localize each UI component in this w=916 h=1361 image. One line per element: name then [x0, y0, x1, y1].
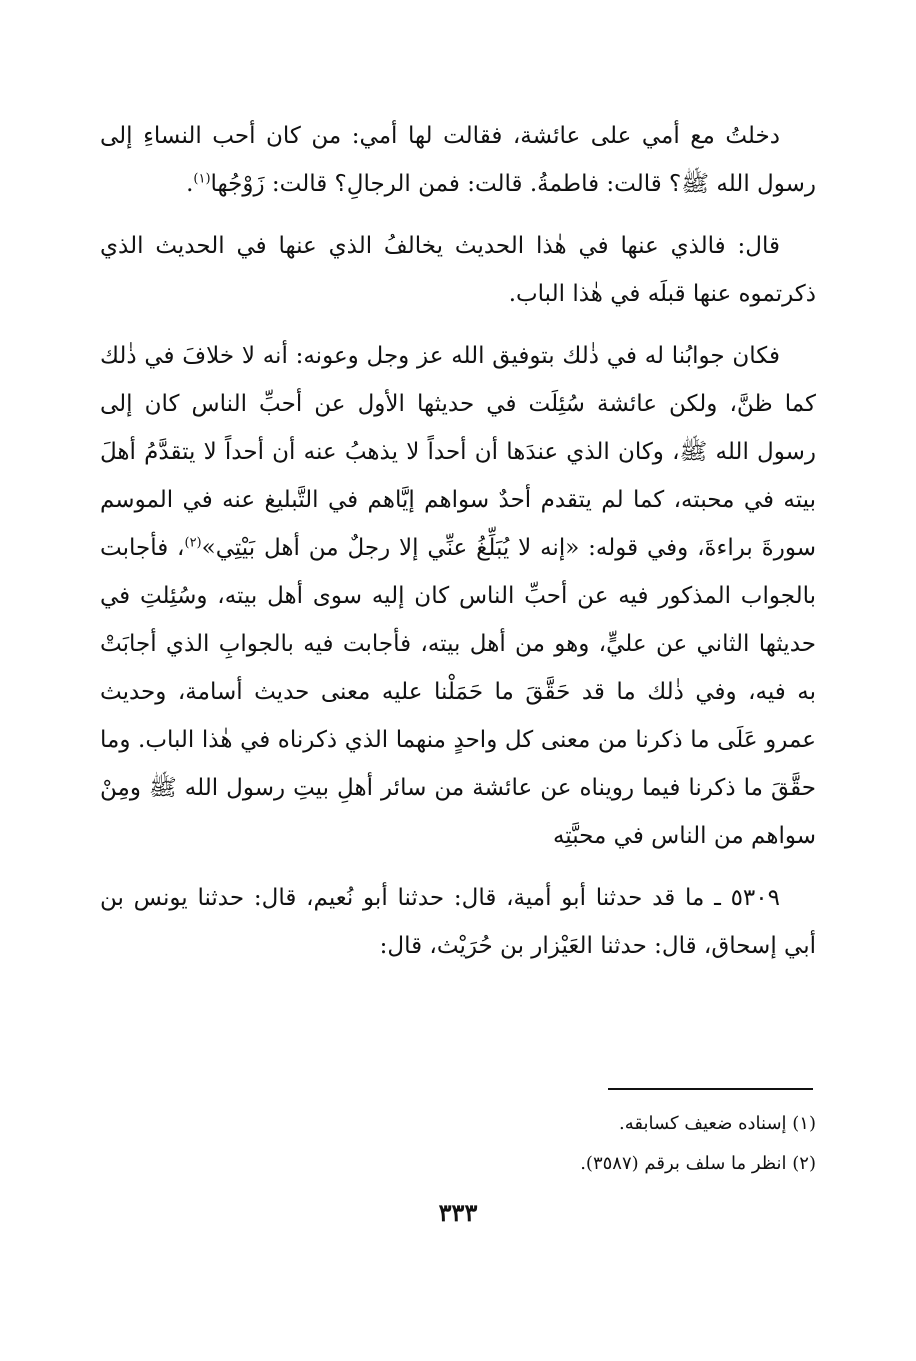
paragraph-hadith-5309	[100, 874, 816, 970]
paragraph-objection	[100, 222, 816, 318]
paragraph-text: قال: فالذي عنها في هٰذا الحديث يخالفُ الذي عنها في الحديث الذي ذكرتموه عنها قبلَه في هٰذا الباب.	[100, 233, 816, 307]
footnotes	[100, 1104, 816, 1184]
paragraph-tail: ، فأجابت بالجواب المذكور فيه عن أحبِّ الناس كان إليه سوى أهل بيته، وسُئِلتِ في حديثها الثاني عن عليٍّ، وهو من أهل بيته، فأجابت فيه بالجوابِ الذي أجابَتْ به فيه، وفي ذٰلك ما قد حَقَّقَ ما حَمَلْنا عليه معنى حديث أسامة، وحديث عمرو عَلَى ما ذكرنا من معنى كل واحدٍ منهما الذي ذكرناه في هٰذا الباب. وما حقَّقَ ما ذكرنا فيما رويناه عن عائشة من سائر أهلِ بيتِ رسول الله ﷺ ومِنْ سواهم من الناس في محبَّتِه	[100, 535, 816, 849]
paragraph-hadith-narration	[100, 112, 816, 208]
paragraph-text: ٥٣٠٩ ـ ما قد حدثنا أبو أمية، قال: حدثنا أبو نُعيم، قال: حدثنا يونس بن أبي إسحاق، قال: حدثنا العَيْزار بن حُرَيْث، قال:	[100, 885, 816, 959]
paragraph-answer	[100, 332, 816, 860]
paragraph-text: دخلتُ مع أمي على عائشة، فقالت لها أمي: من كان أحب النساءِ إلى رسول الله ﷺ؟ قالت: فاطمةُ. قالت: فمن الرجالِ؟ قالت: زَوْجُها	[100, 123, 816, 197]
footnote-ref: (١)	[193, 171, 211, 187]
footnote-separator	[608, 1088, 813, 1090]
footnote-1: (١) إسناده ضعيف كسابقه.	[619, 1113, 816, 1134]
page-number: ٣٣٣	[438, 1198, 478, 1227]
paragraph-tail: .	[186, 171, 194, 197]
main-text	[100, 112, 816, 978]
footnote-2: (٢) انظر ما سلف برقم (٣٥٨٧).	[580, 1153, 816, 1174]
footnote-ref: (٢)	[184, 535, 202, 551]
paragraph-text: فكان جوابُنا له في ذٰلك بتوفيق الله عز وجل وعونه: أنه لا خلافَ في ذٰلك كما ظنَّ، ولكن عائشة سُئِلَت في حديثها الأول عن أحبِّ الناس كان إلى رسول الله ﷺ، وكان الذي عندَها أن أحداً لا يذهبُ عنه أن أحداً لا يتقدَّمُ أهلَ بيته في محبته، كما لم يتقدم أحدٌ سواهم إيَّاهم في التَّبليغ عنه في الموسم سورةَ براءةَ، وفي قوله: «إنه لا يُبَلِّغُ عنِّي إلا رجلٌ من أهل بَيْتِي»	[100, 343, 816, 561]
